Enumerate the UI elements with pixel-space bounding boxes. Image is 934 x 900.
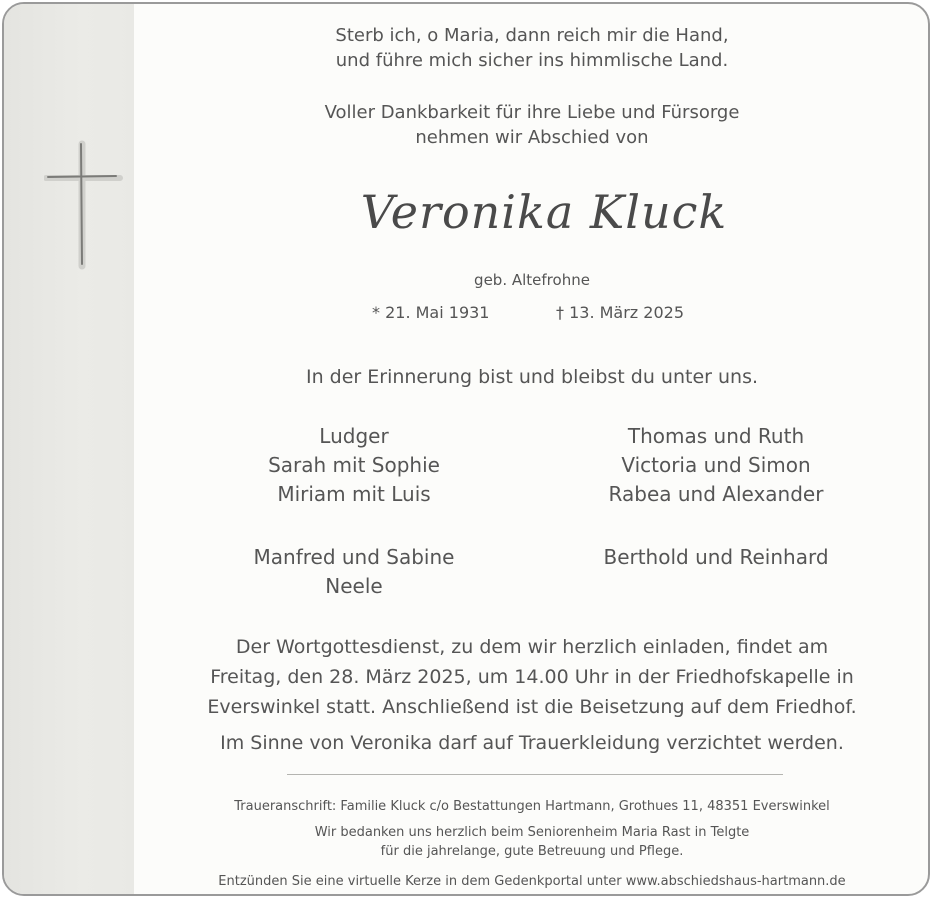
- death-date: † 13. März 2025: [556, 303, 685, 322]
- family-member: Sarah mit Sophie: [268, 453, 440, 477]
- service-line-3: Everswinkel statt. Anschließend ist die Beisetzung auf dem Friedhof.: [207, 696, 857, 718]
- verse: [134, 23, 930, 73]
- thanks-line-1: Wir bedanken uns herzlich beim Seniorenheim Maria Rast in Telgte: [314, 825, 750, 840]
- family-member: Miriam mit Luis: [277, 482, 431, 506]
- mourning-address: Traueranschrift: Familie Kluck c/o Bestattungen Hartmann, Grothues 11, 48351 Everswinkel: [234, 799, 830, 814]
- verse-line-2: und führe mich sicher ins himmlische Land.: [335, 50, 729, 71]
- thanks-line-2: für die jahrelange, gute Betreuung und Pflege.: [380, 844, 684, 859]
- family-right-group-2: [566, 543, 866, 572]
- cross-icon: [44, 140, 124, 270]
- obituary-content: [134, 4, 930, 894]
- memory-line: In der Erinnerung bist und bleibst du unter uns.: [305, 366, 759, 388]
- intro-line-1: Voller Dankbarkeit für ihre Liebe und Fürsorge: [324, 102, 740, 123]
- portal-note: Entzünden Sie eine virtuelle Kerze in dem Gedenkportal unter www.abschiedshaus-hartmann.de: [218, 874, 846, 889]
- family-right-group-1: [566, 422, 866, 509]
- divider: [287, 774, 783, 775]
- family-member: Berthold und Reinhard: [603, 545, 829, 569]
- deceased-name: [344, 172, 744, 252]
- family-member: Ludger: [319, 424, 389, 448]
- verse-line-1: Sterb ich, o Maria, dann reich mir die Hand,: [335, 25, 729, 46]
- side-strip: [4, 4, 134, 894]
- service-text: [134, 632, 930, 722]
- deceased-name-text: Veronika Kluck: [360, 185, 728, 239]
- family-member: Manfred und Sabine: [253, 545, 455, 569]
- intro: [134, 100, 930, 150]
- family-left-group-2: [204, 543, 504, 601]
- birth-date: * 21. Mai 1931: [372, 303, 490, 322]
- family-member: Neele: [325, 574, 383, 598]
- obituary-card: [2, 2, 930, 896]
- maiden-name: geb. Altefrohne: [474, 271, 590, 289]
- service-line-1: Der Wortgottesdienst, zu dem wir herzlich einladen, findet am: [235, 636, 829, 658]
- family-member: Thomas und Ruth: [627, 424, 805, 448]
- thanks-note: [134, 823, 930, 861]
- service-line-2: Freitag, den 28. März 2025, um 14.00 Uhr in der Friedhofskapelle in: [210, 666, 854, 688]
- family-left-group-1: [204, 422, 504, 509]
- intro-line-2: nehmen wir Abschied von: [415, 127, 649, 148]
- attire-note: Im Sinne von Veronika darf auf Trauerkleidung verzichtet werden.: [220, 732, 844, 754]
- family-member: Rabea und Alexander: [608, 482, 824, 506]
- family-member: Victoria und Simon: [621, 453, 811, 477]
